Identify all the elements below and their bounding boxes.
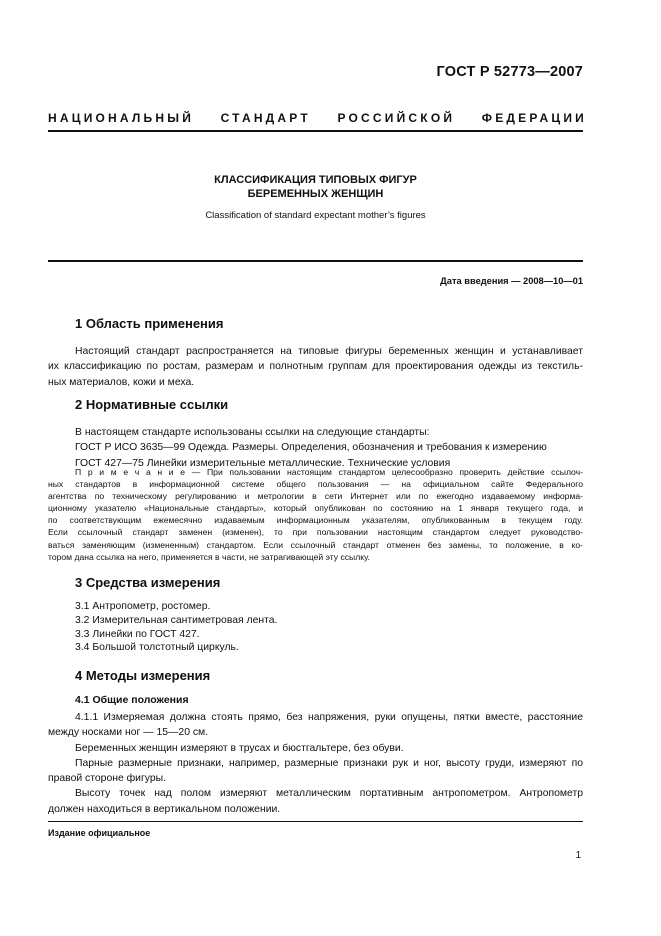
section-4-body	[48, 710, 583, 817]
section-1-line: их классификацию по ростам, размерам и полнотным группам для проектирования одежды из текстиль-	[48, 361, 583, 373]
note-line: ционному указателю «Национальные стандарты», который опубликован по состоянию на 1 января текущего года, и	[48, 503, 583, 514]
section-4-line: Высоту точек над полом измеряют металлическим портативным антропометром. Антропометр	[75, 788, 583, 800]
section-2-line: ГОСТ 427—75 Линейки измерительные металлические. Технические условия	[75, 457, 451, 469]
section-4-heading: 4 Методы измерения	[75, 668, 211, 683]
introduction-date: Дата введения — 2008—10—01	[440, 276, 583, 286]
page-number: 1	[575, 850, 581, 861]
note-line: агентства по техническому регулированию и метрологии в сети Интернет или по ежегодно издаваемому информа-	[48, 491, 583, 502]
title-line-1: КЛАССИФИКАЦИЯ ТИПОВЫХ ФИГУР	[214, 174, 417, 186]
section-3-list	[75, 600, 277, 655]
list-item: 3.1 Антропометр, ростомер.	[75, 601, 211, 612]
section-2-note	[48, 466, 583, 563]
list-item: 3.3 Линейки по ГОСТ 427.	[75, 628, 200, 640]
section-4-line: между носками ног — 15—20 см.	[48, 727, 209, 739]
note-line: Если ссылочный стандарт заменен (изменен), то при пользовании настоящим стандартом следует руководство-	[48, 527, 583, 538]
note-line: ных стандартов в информационной системе общего пользования — на официальном сайте Федерального	[48, 479, 583, 490]
note-line: тором дана ссылка на него, применяется в части, не затрагивающей эту ссылку.	[48, 551, 370, 562]
section-2-heading: 2 Нормативные ссылки	[75, 397, 229, 412]
section-1-body	[48, 344, 583, 390]
header-rule	[48, 130, 583, 132]
list-item: 3.4 Большой толстотный циркуль.	[75, 642, 239, 654]
document-id: ГОСТ Р 52773—2007	[436, 64, 583, 80]
list-item: 3.2 Измерительная сантиметровая лента.	[75, 614, 278, 626]
section-2-body	[75, 425, 583, 471]
edition-label: Издание официальное	[48, 828, 151, 838]
section-4-line: 4.1.1 Измеряемая должна стоять прямо, без напряжения, руки опущены, пятки вместе, расстояние	[75, 712, 583, 723]
note-line: П р и м е ч а н и е — При пользовании настоящим стандартом целесообразно проверить действие ссылоч-	[75, 467, 583, 477]
national-standard-banner: НАЦИОНАЛЬНЫЙ СТАНДАРТ РОССИЙСКОЙ ФЕДЕРАЦИИ	[48, 111, 587, 125]
section-3-heading: 3 Средства измерения	[75, 575, 221, 590]
note-line: по соответствующим ежемесячно издаваемым информационным указателям, опубликованным в текущем году.	[48, 515, 583, 526]
footer-rule	[48, 821, 583, 822]
section-2-line: ГОСТ Р ИСО 3635—99 Одежда. Размеры. Определения, обозначения и требования к измерению	[75, 442, 547, 454]
section-1-line: ных материалов, кожи и меха.	[48, 376, 195, 388]
section-2-line: В настоящем стандарте использованы ссылки на следующие стандарты:	[75, 427, 430, 438]
title-rule	[48, 260, 583, 262]
note-line: ваться заменяющим (измененным) стандартом. Если ссылочный стандарт отменен без замены, то положение, в ко-	[48, 539, 583, 550]
title-english: Classification of standard expectant mother’s figures	[205, 210, 426, 221]
section-4-1-heading: 4.1 Общие положения	[75, 694, 189, 706]
section-4-line: Парные размерные признаки, например, размерные признаки рук и ног, высоту груди, измеряют по	[75, 757, 583, 769]
section-4-line: должен находиться в вертикальном положении.	[48, 803, 281, 815]
title-line-2: БЕРЕМЕННЫХ ЖЕНЩИН	[247, 188, 384, 200]
section-1-line: Настоящий стандарт распространяется на типовые фигуры беременных женщин и устанавливает	[75, 346, 583, 357]
section-4-line: правой стороне фигуры.	[48, 773, 166, 785]
section-4-line: Беременных женщин измеряют в трусах и бюстгальтере, без обуви.	[75, 742, 404, 754]
section-1-heading: 1 Область применения	[75, 316, 224, 331]
